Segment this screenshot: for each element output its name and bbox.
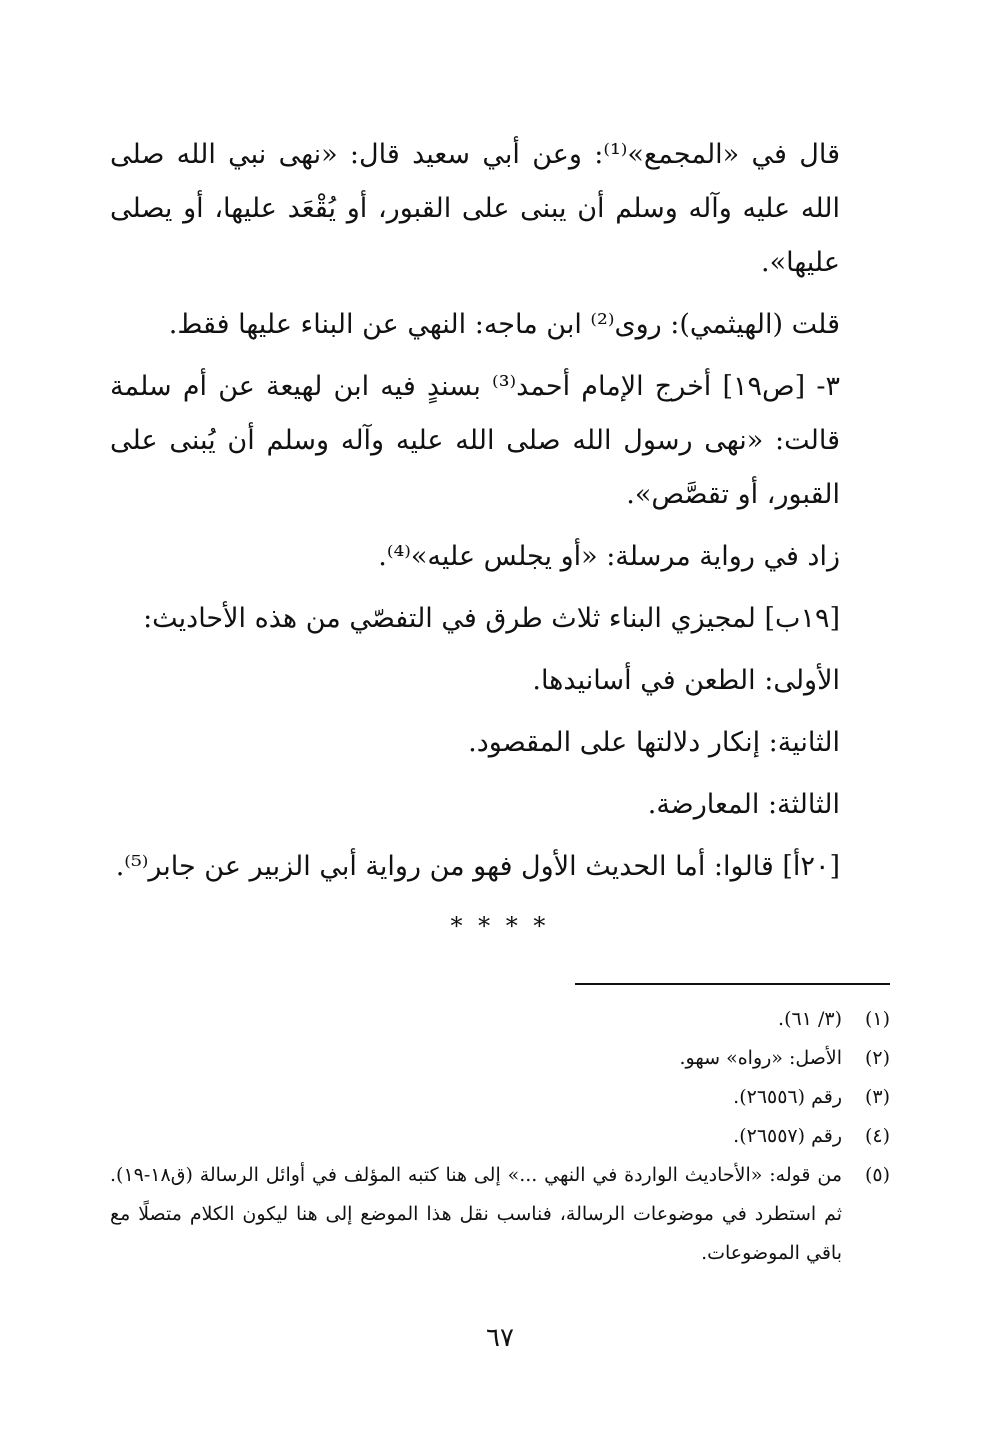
paragraph-first-way: الأولى: الطعن في أسانيدها.	[532, 665, 840, 696]
page-number: ٦٧	[486, 1323, 514, 1353]
footnote-text: رقم (٢٦٥٥٦).	[733, 1086, 842, 1108]
paragraph-first-hadith-discussion: [٢٠أ] قالوا: أما الحديث الأول فهو من رواية أبي الزبير عن جابر⁽⁵⁾.	[115, 851, 840, 882]
section-separator: * * * *	[450, 912, 550, 940]
document-page	[110, 128, 890, 1378]
footnote-number: (٢)	[864, 1047, 890, 1069]
footnote-item	[110, 1117, 890, 1156]
paragraph-haythami-note: قلت (الهيثمي): روى⁽²⁾ ابن ماجه: النهي عن البناء عليها فقط.	[168, 309, 840, 340]
footnote-text: من قوله: «الأحاديث الواردة في النهي ...» إلى هنا كتبه المؤلف في أوائل الرسالة (ق١٨-١٩). ثم استطرد في موضوعات الرسالة، فناسب نقل هذا الموضع إلى هنا ليكون الكلام متصلًا مع باقي الموضوعات.	[110, 1164, 842, 1264]
footnotes	[110, 1000, 890, 1273]
footnote-item	[110, 1000, 890, 1039]
paragraph-mursal-addition: زاد في رواية مرسلة: «أو يجلس عليه»⁽⁴⁾.	[378, 541, 840, 572]
footnote-number: (٣)	[864, 1086, 890, 1108]
footnote-text: (٣/ ٦١).	[778, 1008, 842, 1030]
footnote-item	[110, 1156, 890, 1273]
paragraph-ahmad-hadith: ٣- [ص١٩] أخرج الإمام أحمد⁽³⁾ بسندٍ فيه ابن لهيعة عن أم سلمة قالت: «نهى رسول الله صلى الله عليه وآله وسلم أن يُبنى على القبور، أو تقصَّص».	[110, 371, 840, 510]
footnote-number: (٤)	[864, 1125, 890, 1147]
footnote-number: (٥)	[864, 1164, 890, 1186]
paragraph-second-way: الثانية: إنكار دلالتها على المقصود.	[468, 727, 840, 758]
footnote-item	[110, 1039, 890, 1078]
footnote-text: رقم (٢٦٥٥٧).	[733, 1125, 842, 1147]
paragraph-third-way: الثالثة: المعارضة.	[647, 789, 840, 820]
footnote-divider	[575, 983, 890, 985]
footnote-item	[110, 1078, 890, 1117]
footnote-text: الأصل: «رواه» سهو.	[679, 1047, 842, 1069]
paragraph-three-ways: [١٩ب] لمجيزي البناء ثلاث طرق في التفصّي من هذه الأحاديث:	[143, 603, 840, 634]
footnote-number: (١)	[864, 1008, 890, 1030]
paragraph-majma-quote: قال في «المجمع»⁽¹⁾: وعن أبي سعيد قال: «نهى نبي الله صلى الله عليه وآله وسلم أن يبنى على القبور، أو يُقْعَد عليها، أو يصلى عليها».	[110, 139, 840, 278]
